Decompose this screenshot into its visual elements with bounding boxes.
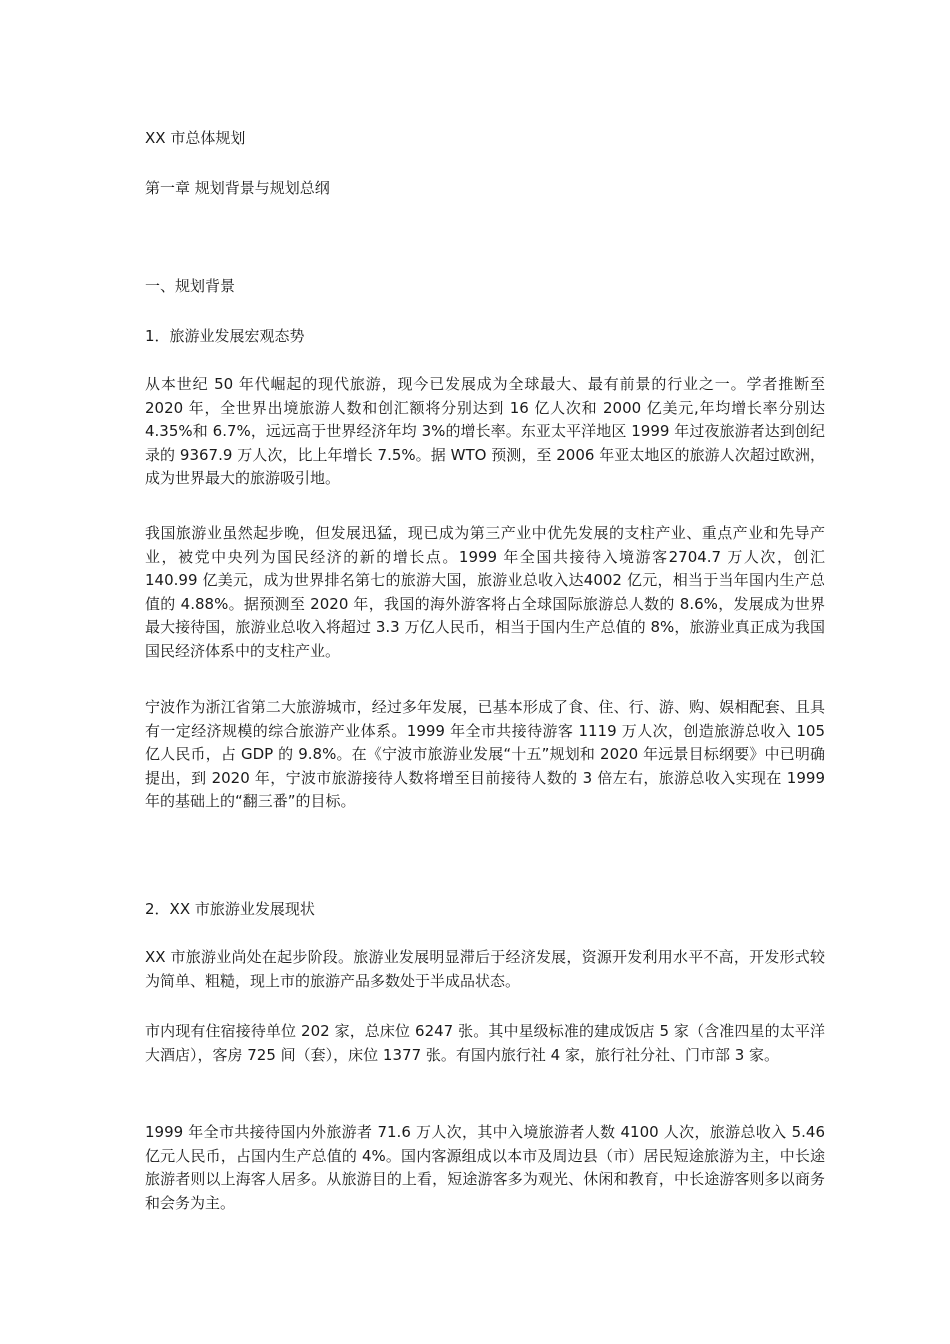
paragraph-accommodation: 市内现有住宿接待单位 202 家，总床位 6247 张。其中星级标准的建成饭店 5 家（含准四星的太平洋大酒店），客房 725 间（套），床位 1377 张。有国内旅行社 4 家，旅行社分社、门市部 3 家。 — [145, 1022, 825, 1064]
chapter-heading: 第一章 规划背景与规划总纲 — [145, 179, 330, 197]
paragraph-visitor-stats: 1999 年全市共接待国内外旅游者 71.6 万人次，其中入境旅游者人数 4100 人次，旅游总收入 5.46 亿元人民币，占国内生产总值的 4%。国内客源组成以本市及周边县（市）居民短途旅游为主，中长途旅游者则以上海客人居多。从旅游目的上看，短途游客多为观光、休闲和教育，中长途游客则多以商务和会务为主。 — [145, 1123, 825, 1212]
subsection-heading-current-status: 2．XX 市旅游业发展现状 — [145, 900, 315, 918]
document-page — [145, 0, 825, 1344]
paragraph-current-stage: XX 市旅游业尚处在起步阶段。旅游业发展明显滞后于经济发展，资源开发利用水平不高，开发形式较为简单、粗糙，现上市的旅游产品多数处于半成品状态。 — [145, 948, 825, 990]
paragraph-ningbo-tourism: 宁波作为浙江省第二大旅游城市，经过多年发展，已基本形成了食、住、行、游、购、娱相配套、且具有一定经济规模的综合旅游产业体系。1999 年全市共接待游客 1119 万人次，创造旅游总收入 105 亿人民币，占 GDP 的 9.8%。在《宁波市旅游业发展“十五”规划和 2020 年远景目标纲要》中已明确提出，到 2020 年，宁波市旅游接待人数将增至目前接待人数的 3 倍左右，旅游总收入实现在 1999 年的基础上的“翻三番”的目标。 — [145, 698, 825, 810]
section-heading-background: 一、规划背景 — [145, 277, 236, 295]
paragraph-global-tourism: 从本世纪 50 年代崛起的现代旅游，现今已发展成为全球最大、最有前景的行业之一。学者推断至 2020 年，全世界出境旅游人数和创汇额将分别达到 16 亿人次和 2000 亿美元,年均增长率分别达 4.35%和 6.7%，远远高于世界经济年均 3%的增长率。东亚太平洋地区 1999 年过夜旅游者达到创纪录的 9367.9 万人次，比上年增长 7.5%。据 WTO 预测，至 2006 年亚太地区的旅游人次超过欧洲，成为世界最大的旅游吸引地。 — [145, 375, 825, 487]
subsection-heading-macro-trend: 1．旅游业发展宏观态势 — [145, 327, 305, 345]
document-title: XX 市总体规划 — [145, 129, 246, 147]
paragraph-china-tourism: 我国旅游业虽然起步晚，但发展迅猛，现已成为第三产业中优先发展的支柱产业、重点产业和先导产业，被党中央列为国民经济的新的增长点。1999 年全国共接待入境游客2704.7 万人次，创汇 140.99 亿美元，成为世界排名第七的旅游大国，旅游业总收入达4002 亿元，相当于当年国内生产总值的 4.88%。据预测至 2020 年，我国的海外游客将占全球国际旅游总人数的 8.6%，发展成为世界最大接待国，旅游业总收入将超过 3.3 万亿人民币，相当于国内生产总值的 8%，旅游业真正成为我国国民经济体系中的支柱产业。 — [145, 524, 825, 660]
